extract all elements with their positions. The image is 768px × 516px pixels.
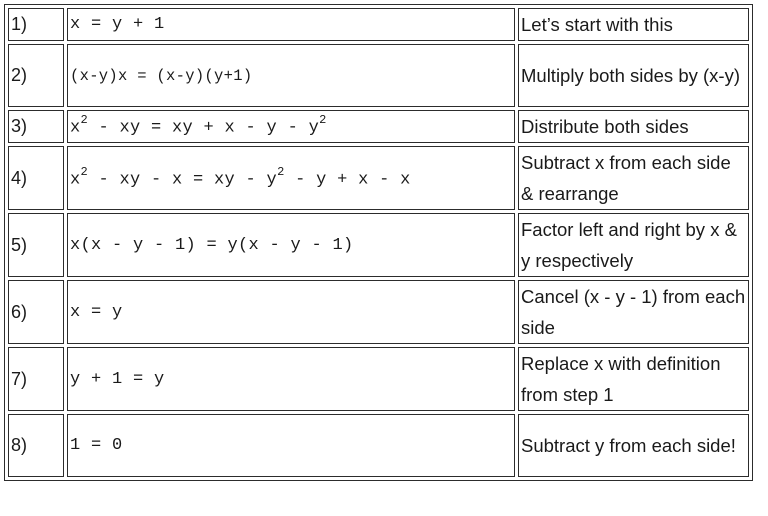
equation xyxy=(67,44,515,107)
exponent: 2 xyxy=(319,113,327,128)
equation-text: x = y + 1 xyxy=(70,15,165,34)
table-row xyxy=(8,347,749,411)
equation xyxy=(67,110,515,143)
equation-text: x xyxy=(70,118,81,138)
explanation: Replace x with definition from step 1 xyxy=(518,347,749,411)
exponent: 2 xyxy=(80,113,89,128)
explanation: Cancel (x - y - 1) from each side xyxy=(518,280,749,344)
step-number: 2) xyxy=(8,44,64,107)
exponent: 2 xyxy=(80,164,89,179)
equation-text: - y + x - x xyxy=(284,170,411,190)
step-number: 6) xyxy=(8,280,64,344)
equation xyxy=(67,280,515,344)
equation-text: y + 1 = y xyxy=(70,369,165,389)
equation xyxy=(67,146,515,210)
proof-table xyxy=(4,4,753,481)
equation-text: x = y xyxy=(70,302,123,322)
explanation: Multiply both sides by (x-y) xyxy=(518,44,749,107)
explanation: Let’s start with this xyxy=(518,8,749,41)
table-row xyxy=(8,414,749,477)
equation xyxy=(67,414,515,477)
exponent: 2 xyxy=(277,164,285,179)
explanation: Subtract x from each side & rearrange xyxy=(518,146,749,210)
equation xyxy=(67,213,515,277)
equation-text: - xy = xy + x - y - y xyxy=(88,118,320,138)
step-number: 7) xyxy=(8,347,64,411)
equation xyxy=(67,8,515,41)
step-number: 5) xyxy=(8,213,64,277)
step-number: 4) xyxy=(8,146,64,210)
explanation: Distribute both sides xyxy=(518,110,749,143)
explanation: Factor left and right by x & y respectively xyxy=(518,213,749,277)
table-row xyxy=(8,44,749,107)
step-number: 3) xyxy=(8,110,64,143)
equation-text: - xy - x = xy - y xyxy=(88,170,278,190)
table-row xyxy=(8,213,749,277)
table-row xyxy=(8,110,749,143)
table-row xyxy=(8,280,749,344)
equation-text: 1 = 0 xyxy=(70,436,123,455)
table-row xyxy=(8,146,749,210)
table-row xyxy=(8,8,749,41)
equation-text: x xyxy=(70,170,81,190)
explanation: Subtract y from each side! xyxy=(518,414,749,477)
equation xyxy=(67,347,515,411)
equation-text: (x-y)x = (x-y)(y+1) xyxy=(70,66,253,85)
step-number: 1) xyxy=(8,8,64,41)
step-number: 8) xyxy=(8,414,64,477)
equation-text: x(x - y - 1) = y(x - y - 1) xyxy=(70,235,354,255)
